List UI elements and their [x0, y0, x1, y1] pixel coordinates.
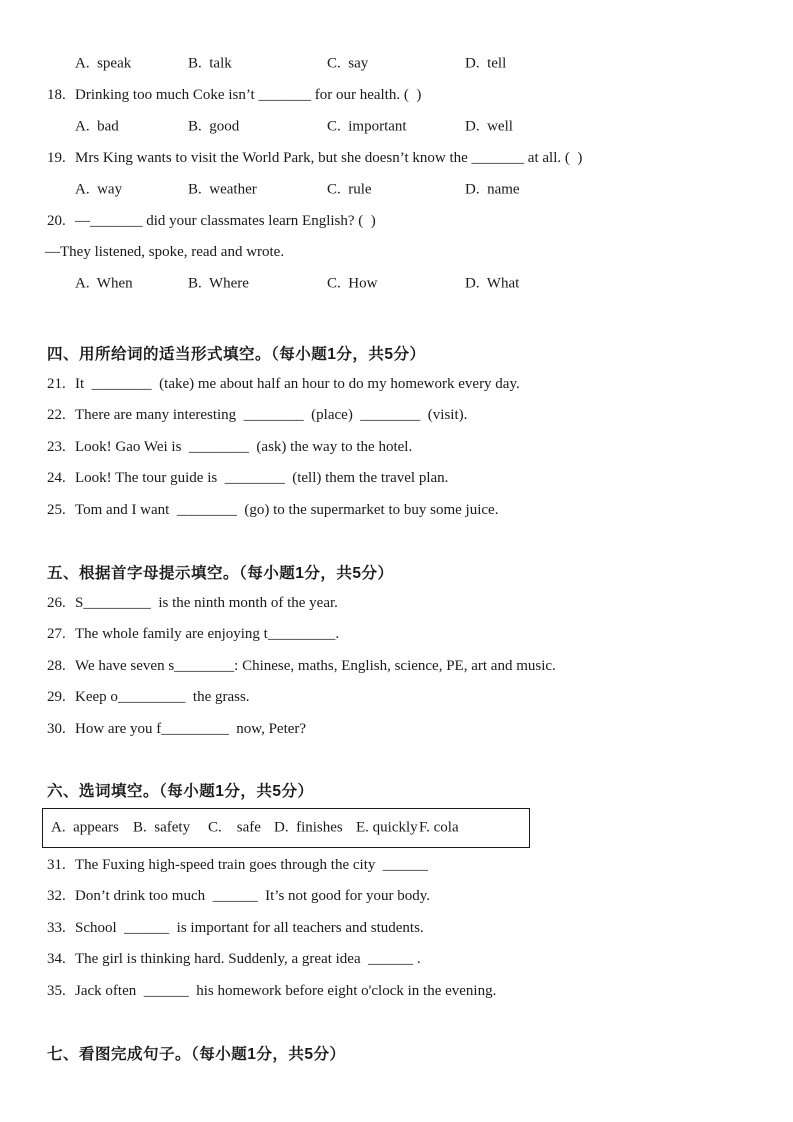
- question-text: It ________ (take) me about half an hour to do my homework every day.: [75, 375, 520, 392]
- question-24: [47, 463, 747, 495]
- question-text: Tom and I want ________ (go) to the supermarket to buy some juice.: [75, 501, 499, 518]
- question-29: [47, 682, 747, 714]
- section-6-header: 六、选词填空。（每小题1分，共5分）: [47, 782, 314, 800]
- question-text: Jack often ______ his homework before eight o'clock in the evening.: [75, 982, 497, 999]
- question-number: 18.: [47, 86, 66, 103]
- options-row-20: [75, 269, 747, 301]
- option-a: A. bad: [75, 118, 119, 135]
- word-bank-item-d: D. finishes: [274, 819, 343, 835]
- options-row-18: [75, 111, 747, 143]
- option-a: A. When: [75, 275, 133, 292]
- question-text: Look! Gao Wei is ________ (ask) the way to the hotel.: [75, 438, 413, 455]
- question-22: [47, 400, 747, 432]
- question-31: [47, 850, 747, 882]
- question-text: Look! The tour guide is ________ (tell) them the travel plan.: [75, 470, 449, 487]
- question-20-reply: [47, 237, 747, 269]
- question-35: [47, 976, 747, 1008]
- question-number: 26.: [47, 594, 66, 611]
- option-c: C. say: [327, 55, 369, 72]
- word-bank-item-b: B. safety: [133, 819, 191, 835]
- option-c: C. important: [327, 118, 407, 135]
- option-b: B. good: [188, 118, 240, 135]
- question-text: The whole family are enjoying t_________.: [75, 626, 340, 643]
- word-bank-item-c: C. safe: [208, 819, 261, 835]
- question-number: 34.: [47, 951, 66, 968]
- question-20: [47, 206, 747, 238]
- question-number: 20.: [47, 212, 66, 229]
- reply-text: —They listened, spoke, read and wrote.: [45, 244, 285, 261]
- question-21: [47, 369, 747, 401]
- question-27: [47, 619, 747, 651]
- question-19: [47, 143, 747, 175]
- question-30: [47, 714, 747, 746]
- question-number: 28.: [47, 657, 66, 674]
- question-23: [47, 432, 747, 464]
- question-number: 29.: [47, 689, 66, 706]
- option-b: B. weather: [188, 181, 257, 198]
- option-a: A. speak: [75, 55, 132, 72]
- option-a: A. way: [75, 181, 123, 198]
- question-number: 21.: [47, 375, 66, 392]
- question-text: The girl is thinking hard. Suddenly, a great idea ______ .: [75, 951, 421, 968]
- question-text: How are you f_________ now, Peter?: [75, 720, 307, 737]
- question-34: [47, 944, 747, 976]
- question-25: [47, 495, 747, 527]
- word-bank-item-f: F. cola: [419, 819, 459, 835]
- question-26: [47, 588, 747, 620]
- question-number: 23.: [47, 438, 66, 455]
- word-bank-box: [42, 808, 530, 848]
- option-d: D. What: [465, 275, 520, 292]
- question-18: [47, 80, 747, 112]
- option-d: D. well: [465, 118, 513, 135]
- question-text: We have seven s________: Chinese, maths, English, science, PE, art and music.: [75, 657, 556, 674]
- question-number: 31.: [47, 856, 66, 873]
- question-text: The Fuxing high-speed train goes through the city ______: [75, 856, 428, 873]
- question-text: Drinking too much Coke isn’t _______ for our health. ( ): [75, 86, 422, 103]
- option-d: D. name: [465, 181, 520, 198]
- option-d: D. tell: [465, 55, 507, 72]
- options-row-17: [75, 48, 747, 80]
- question-number: 30.: [47, 720, 66, 737]
- question-28: [47, 651, 747, 683]
- question-text: Mrs King wants to visit the World Park, but she doesn’t know the _______ at all. ( ): [75, 149, 583, 166]
- question-text: There are many interesting ________ (place) ________ (visit).: [75, 407, 468, 424]
- option-b: B. talk: [188, 55, 232, 72]
- page-content: [47, 48, 747, 1069]
- question-number: 22.: [47, 407, 66, 424]
- question-text: —_______ did your classmates learn English? ( ): [75, 212, 376, 229]
- word-bank-item-e: E. quickly: [356, 819, 418, 835]
- options-row-19: [75, 174, 747, 206]
- question-number: 33.: [47, 919, 66, 936]
- question-number: 19.: [47, 149, 66, 166]
- question-text: S_________ is the ninth month of the year.: [75, 594, 338, 611]
- option-c: C. How: [327, 275, 378, 292]
- section-5-header: 五、根据首字母提示填空。（每小题1分，共5分）: [47, 564, 394, 582]
- option-c: C. rule: [327, 181, 372, 198]
- question-number: 27.: [47, 626, 66, 643]
- question-number: 24.: [47, 470, 66, 487]
- question-text: School ______ is important for all teachers and students.: [75, 919, 424, 936]
- section-4-header: 四、用所给词的适当形式填空。（每小题1分，共5分）: [47, 345, 426, 363]
- section-7-header: 七、看图完成句子。（每小题1分，共5分）: [47, 1045, 346, 1063]
- question-number: 32.: [47, 888, 66, 905]
- question-text: Don’t drink too much ______ It’s not good for your body.: [75, 888, 430, 905]
- question-number: 35.: [47, 982, 66, 999]
- question-33: [47, 913, 747, 945]
- option-b: B. Where: [188, 275, 249, 292]
- question-number: 25.: [47, 501, 66, 518]
- question-text: Keep o_________ the grass.: [75, 689, 250, 706]
- word-bank-item-a: A. appears: [51, 819, 119, 835]
- question-32: [47, 881, 747, 913]
